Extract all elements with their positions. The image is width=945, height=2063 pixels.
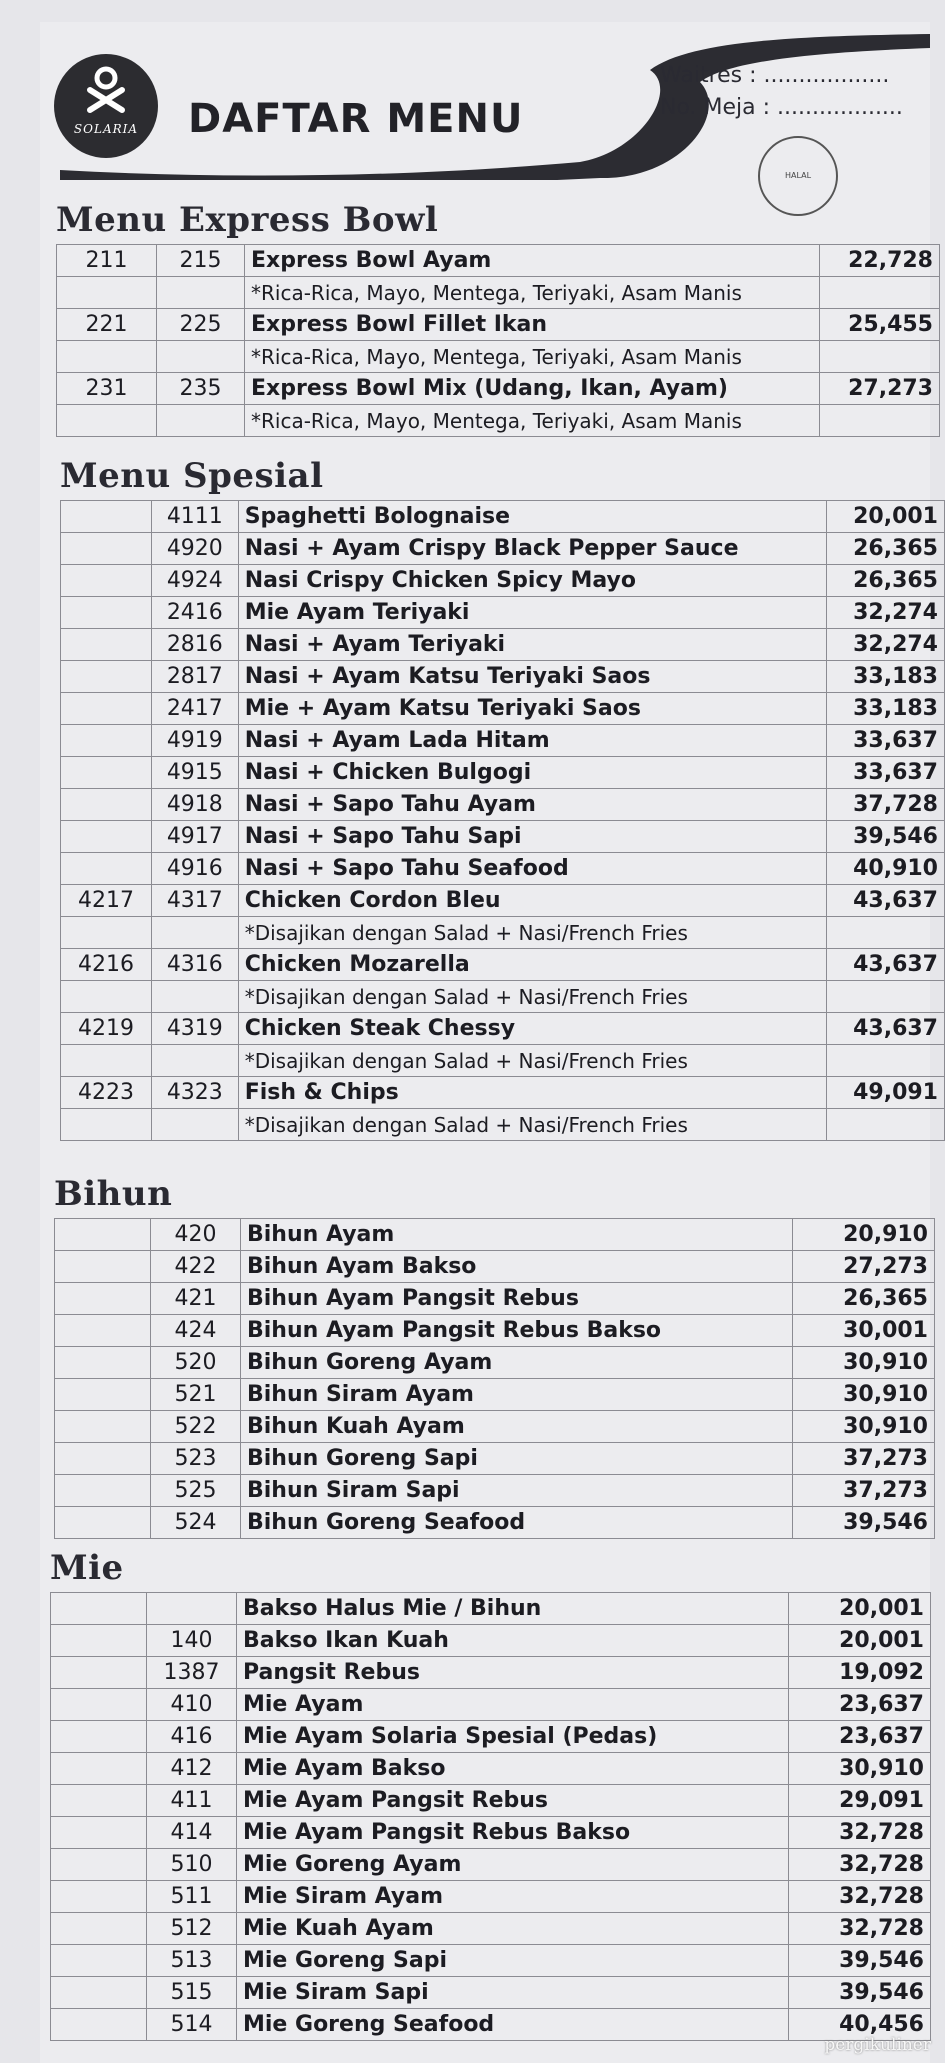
- item-code-b: 4316: [151, 949, 238, 981]
- menu-item-row: [51, 1977, 931, 2009]
- item-price: 39,546: [793, 1507, 935, 1539]
- item-price: [820, 277, 940, 309]
- item-code-b: 524: [151, 1507, 241, 1539]
- item-name: Bihun Ayam Bakso: [241, 1251, 793, 1283]
- item-price: 37,728: [826, 789, 944, 821]
- item-price: 32,728: [789, 1881, 931, 1913]
- menu-table: [50, 1592, 931, 2041]
- item-name: Express Bowl Mix (Udang, Ikan, Ayam): [245, 373, 820, 405]
- menu-item-row: [55, 1251, 935, 1283]
- menu-item-row: [57, 373, 940, 405]
- item-code-b: 525: [151, 1475, 241, 1507]
- item-code-a: 231: [57, 373, 157, 405]
- menu-item-row: [61, 885, 945, 917]
- item-code-b: 424: [151, 1315, 241, 1347]
- waitres-label: Waitres: [660, 63, 743, 88]
- menu-item-row: [61, 757, 945, 789]
- item-code-a: [61, 661, 152, 693]
- item-code-b: 412: [147, 1753, 237, 1785]
- item-code-b: 235: [157, 373, 245, 405]
- item-code-a: [51, 1721, 147, 1753]
- item-code-a: 4216: [61, 949, 152, 981]
- item-code-b: 511: [147, 1881, 237, 1913]
- item-price: 39,546: [789, 1945, 931, 1977]
- item-price: [820, 341, 940, 373]
- item-note: *Disajikan dengan Salad + Nasi/French Fries: [238, 1045, 826, 1077]
- item-code-a: [55, 1315, 151, 1347]
- item-code-b: [151, 981, 238, 1013]
- item-code-a: [55, 1411, 151, 1443]
- item-price: [826, 917, 944, 949]
- menu-item-row: [51, 1881, 931, 1913]
- item-code-b: [151, 1109, 238, 1141]
- item-name: Nasi + Sapo Tahu Seafood: [238, 853, 826, 885]
- item-name: Pangsit Rebus: [237, 1657, 789, 1689]
- item-name: Mie Ayam: [237, 1689, 789, 1721]
- menu-item-row: [61, 949, 945, 981]
- item-code-a: 4223: [61, 1077, 152, 1109]
- menu-item-row: [55, 1507, 935, 1539]
- menu-item-row: [51, 1593, 931, 1625]
- item-price: 27,273: [820, 373, 940, 405]
- item-name: Nasi + Sapo Tahu Sapi: [238, 821, 826, 853]
- item-code-a: [55, 1347, 151, 1379]
- item-note: *Disajikan dengan Salad + Nasi/French Fries: [238, 981, 826, 1013]
- item-code-b: 512: [147, 1913, 237, 1945]
- item-code-a: [61, 981, 152, 1013]
- item-code-a: [61, 597, 152, 629]
- item-code-b: [147, 1593, 237, 1625]
- menu-item-row: [61, 501, 945, 533]
- item-price: 30,910: [793, 1411, 935, 1443]
- item-code-a: [61, 501, 152, 533]
- item-price: 32,728: [789, 1913, 931, 1945]
- menu-item-row: [55, 1379, 935, 1411]
- item-name: Mie Ayam Pangsit Rebus Bakso: [237, 1817, 789, 1849]
- item-name: Bakso Halus Mie / Bihun: [237, 1593, 789, 1625]
- menu-item-row: [61, 789, 945, 821]
- item-code-a: [55, 1379, 151, 1411]
- item-name: Nasi + Ayam Crispy Black Pepper Sauce: [238, 533, 826, 565]
- item-code-a: 4219: [61, 1013, 152, 1045]
- item-code-a: [55, 1251, 151, 1283]
- item-name: Nasi + Ayam Teriyaki: [238, 629, 826, 661]
- item-code-b: 522: [151, 1411, 241, 1443]
- item-price: 43,637: [826, 1013, 944, 1045]
- item-note: *Rica-Rica, Mayo, Mentega, Teriyaki, Asam Manis: [245, 341, 820, 373]
- item-code-a: [55, 1443, 151, 1475]
- menu-item-row: [61, 853, 945, 885]
- item-price: 32,274: [826, 629, 944, 661]
- item-code-a: [51, 1785, 147, 1817]
- item-code-a: [61, 1045, 152, 1077]
- item-code-b: 4924: [151, 565, 238, 597]
- item-price: 20,910: [793, 1219, 935, 1251]
- item-code-b: 523: [151, 1443, 241, 1475]
- item-code-a: [51, 1913, 147, 1945]
- item-name: Mie Siram Sapi: [237, 1977, 789, 2009]
- logo-text: SOLARIA: [73, 122, 139, 136]
- item-code-b: 520: [151, 1347, 241, 1379]
- item-name: Nasi + Ayam Lada Hitam: [238, 725, 826, 757]
- menu-item-row: [61, 821, 945, 853]
- item-code-a: [51, 1625, 147, 1657]
- item-code-a: [57, 405, 157, 437]
- menu-item-row: [61, 725, 945, 757]
- menu-item-row: [61, 1077, 945, 1109]
- item-code-a: [61, 693, 152, 725]
- item-name: Nasi + Chicken Bulgogi: [238, 757, 826, 789]
- item-name: Nasi + Ayam Katsu Teriyaki Saos: [238, 661, 826, 693]
- menu-item-row: [57, 245, 940, 277]
- section-title: Bihun: [54, 1174, 173, 1214]
- item-price: 20,001: [789, 1593, 931, 1625]
- item-code-a: 211: [57, 245, 157, 277]
- halal-seal-icon: [758, 136, 838, 216]
- item-note: *Rica-Rica, Mayo, Mentega, Teriyaki, Asam Manis: [245, 277, 820, 309]
- item-price: 29,091: [789, 1785, 931, 1817]
- item-code-b: 514: [147, 2009, 237, 2041]
- menu-item-row: [51, 1625, 931, 1657]
- item-code-b: [157, 277, 245, 309]
- item-code-a: [61, 789, 152, 821]
- item-code-b: 4323: [151, 1077, 238, 1109]
- item-code-b: 4918: [151, 789, 238, 821]
- item-price: 32,728: [789, 1849, 931, 1881]
- item-code-a: [55, 1219, 151, 1251]
- item-price: [826, 981, 944, 1013]
- item-code-b: 215: [157, 245, 245, 277]
- item-code-a: [51, 1881, 147, 1913]
- item-name: Mie Ayam Pangsit Rebus: [237, 1785, 789, 1817]
- item-price: 49,091: [826, 1077, 944, 1109]
- menu-item-row: [51, 2009, 931, 2041]
- item-code-b: 515: [147, 1977, 237, 2009]
- item-price: 32,274: [826, 597, 944, 629]
- item-code-b: 2817: [151, 661, 238, 693]
- item-code-b: 2416: [151, 597, 238, 629]
- item-name: Bihun Goreng Sapi: [241, 1443, 793, 1475]
- item-code-a: [51, 1849, 147, 1881]
- item-code-a: [51, 1657, 147, 1689]
- item-code-b: 4919: [151, 725, 238, 757]
- item-code-b: 2417: [151, 693, 238, 725]
- item-price: [826, 1045, 944, 1077]
- item-code-b: 416: [147, 1721, 237, 1753]
- menu-item-row: [51, 1913, 931, 1945]
- item-price: 22,728: [820, 245, 940, 277]
- item-price: 39,546: [826, 821, 944, 853]
- item-price: 43,637: [826, 949, 944, 981]
- item-code-a: [51, 1817, 147, 1849]
- menu-note-row: [61, 917, 945, 949]
- item-code-b: 4111: [151, 501, 238, 533]
- item-price: 33,183: [826, 693, 944, 725]
- item-price: 20,001: [826, 501, 944, 533]
- menu-item-row: [51, 1689, 931, 1721]
- item-code-b: 414: [147, 1817, 237, 1849]
- item-code-b: 410: [147, 1689, 237, 1721]
- item-name: Mie Ayam Teriyaki: [238, 597, 826, 629]
- item-code-a: 4217: [61, 885, 152, 917]
- item-code-a: [51, 1689, 147, 1721]
- item-name: Nasi + Sapo Tahu Ayam: [238, 789, 826, 821]
- item-price: 26,365: [826, 565, 944, 597]
- menu-item-row: [61, 693, 945, 725]
- menu-item-row: [57, 309, 940, 341]
- item-code-b: 422: [151, 1251, 241, 1283]
- menu-item-row: [51, 1817, 931, 1849]
- item-price: 39,546: [789, 1977, 931, 2009]
- menu-item-row: [61, 1013, 945, 1045]
- item-code-b: 1387: [147, 1657, 237, 1689]
- item-price: 32,728: [789, 1817, 931, 1849]
- halal-seal-label: HALAL: [784, 171, 812, 180]
- item-code-a: [51, 1753, 147, 1785]
- item-price: [826, 1109, 944, 1141]
- item-price: 30,910: [793, 1379, 935, 1411]
- item-name: Nasi Crispy Chicken Spicy Mayo: [238, 565, 826, 597]
- item-code-b: [157, 405, 245, 437]
- item-name: Spaghetti Bolognaise: [238, 501, 826, 533]
- item-code-a: [55, 1283, 151, 1315]
- item-price: [820, 405, 940, 437]
- item-name: Mie Goreng Sapi: [237, 1945, 789, 1977]
- section-title: Menu Spesial: [60, 456, 324, 496]
- item-name: Bihun Ayam: [241, 1219, 793, 1251]
- item-note: *Rica-Rica, Mayo, Mentega, Teriyaki, Asam Manis: [245, 405, 820, 437]
- item-code-a: [61, 725, 152, 757]
- menu-note-row: [57, 341, 940, 373]
- watermark: pergikuliner: [824, 2035, 931, 2055]
- section-title: Menu Express Bowl: [56, 200, 439, 240]
- item-name: Bihun Ayam Pangsit Rebus: [241, 1283, 793, 1315]
- item-code-a: [51, 2009, 147, 2041]
- item-name: Chicken Cordon Bleu: [238, 885, 826, 917]
- menu-item-row: [55, 1347, 935, 1379]
- item-price: 33,637: [826, 757, 944, 789]
- item-name: Bihun Goreng Seafood: [241, 1507, 793, 1539]
- item-code-a: [61, 917, 152, 949]
- item-note: *Disajikan dengan Salad + Nasi/French Fries: [238, 1109, 826, 1141]
- item-name: Mie + Ayam Katsu Teriyaki Saos: [238, 693, 826, 725]
- item-price: 37,273: [793, 1443, 935, 1475]
- item-code-a: [51, 1977, 147, 2009]
- menu-item-row: [55, 1283, 935, 1315]
- item-code-b: 411: [147, 1785, 237, 1817]
- menu-note-row: [57, 405, 940, 437]
- item-note: *Disajikan dengan Salad + Nasi/French Fries: [238, 917, 826, 949]
- item-code-b: 2816: [151, 629, 238, 661]
- item-code-b: 521: [151, 1379, 241, 1411]
- item-name: Chicken Steak Chessy: [238, 1013, 826, 1045]
- item-name: Bihun Siram Sapi: [241, 1475, 793, 1507]
- menu-item-row: [61, 597, 945, 629]
- item-price: 37,273: [793, 1475, 935, 1507]
- item-price: 40,456: [789, 2009, 931, 2041]
- item-code-b: 4317: [151, 885, 238, 917]
- item-name: Bakso Ikan Kuah: [237, 1625, 789, 1657]
- menu-item-row: [51, 1721, 931, 1753]
- menu-item-row: [55, 1411, 935, 1443]
- item-name: Express Bowl Fillet Ikan: [245, 309, 820, 341]
- item-code-b: 420: [151, 1219, 241, 1251]
- item-code-a: [55, 1475, 151, 1507]
- item-name: Mie Goreng Ayam: [237, 1849, 789, 1881]
- item-code-a: [51, 1593, 147, 1625]
- meja-label: No. Meja: [660, 95, 756, 120]
- menu-item-row: [51, 1849, 931, 1881]
- menu-item-row: [55, 1219, 935, 1251]
- item-price: 43,637: [826, 885, 944, 917]
- item-code-a: [61, 757, 152, 789]
- item-price: 26,365: [793, 1283, 935, 1315]
- item-code-b: 510: [147, 1849, 237, 1881]
- item-price: 27,273: [793, 1251, 935, 1283]
- item-code-a: [51, 1945, 147, 1977]
- item-code-a: [61, 853, 152, 885]
- item-code-b: 421: [151, 1283, 241, 1315]
- item-name: Bihun Siram Ayam: [241, 1379, 793, 1411]
- item-name: Mie Kuah Ayam: [237, 1913, 789, 1945]
- item-code-a: [61, 821, 152, 853]
- item-code-b: 4915: [151, 757, 238, 789]
- solaria-logo: [54, 54, 158, 158]
- item-name: Bihun Goreng Ayam: [241, 1347, 793, 1379]
- menu-item-row: [55, 1443, 935, 1475]
- item-code-b: 4916: [151, 853, 238, 885]
- item-code-b: 4917: [151, 821, 238, 853]
- item-price: 23,637: [789, 1689, 931, 1721]
- item-code-b: [157, 341, 245, 373]
- item-name: Mie Goreng Seafood: [237, 2009, 789, 2041]
- section-title: Mie: [50, 1548, 124, 1588]
- item-code-b: 140: [147, 1625, 237, 1657]
- item-price: 23,637: [789, 1721, 931, 1753]
- item-code-b: [151, 1045, 238, 1077]
- menu-item-row: [51, 1945, 931, 1977]
- menu-item-row: [51, 1657, 931, 1689]
- item-price: 40,910: [826, 853, 944, 885]
- item-code-b: 4319: [151, 1013, 238, 1045]
- menu-item-row: [55, 1475, 935, 1507]
- item-price: 20,001: [789, 1625, 931, 1657]
- item-name: Bihun Ayam Pangsit Rebus Bakso: [241, 1315, 793, 1347]
- menu-note-row: [61, 1109, 945, 1141]
- item-code-a: 221: [57, 309, 157, 341]
- item-code-b: 225: [157, 309, 245, 341]
- item-name: Mie Siram Ayam: [237, 1881, 789, 1913]
- item-code-b: 4920: [151, 533, 238, 565]
- item-price: 33,183: [826, 661, 944, 693]
- menu-item-row: [61, 661, 945, 693]
- item-price: 26,365: [826, 533, 944, 565]
- item-price: 19,092: [789, 1657, 931, 1689]
- item-price: 25,455: [820, 309, 940, 341]
- item-price: 30,910: [789, 1753, 931, 1785]
- menu-note-row: [61, 981, 945, 1013]
- page-title: DAFTAR MENU: [188, 96, 524, 142]
- item-name: Bihun Kuah Ayam: [241, 1411, 793, 1443]
- menu-item-row: [61, 629, 945, 661]
- item-name: Fish & Chips: [238, 1077, 826, 1109]
- item-price: 30,910: [793, 1347, 935, 1379]
- menu-note-row: [61, 1045, 945, 1077]
- item-name: Express Bowl Ayam: [245, 245, 820, 277]
- item-name: Mie Ayam Bakso: [237, 1753, 789, 1785]
- item-code-a: [61, 533, 152, 565]
- item-price: 33,637: [826, 725, 944, 757]
- item-name: Chicken Mozarella: [238, 949, 826, 981]
- menu-table: [60, 500, 945, 1141]
- menu-item-row: [51, 1785, 931, 1817]
- menu-item-row: [61, 565, 945, 597]
- item-code-a: [55, 1507, 151, 1539]
- item-code-a: [61, 629, 152, 661]
- item-price: 30,001: [793, 1315, 935, 1347]
- item-code-a: [57, 277, 157, 309]
- menu-note-row: [57, 277, 940, 309]
- menu-item-row: [55, 1315, 935, 1347]
- item-code-a: [57, 341, 157, 373]
- logo-mark-icon: [84, 66, 128, 118]
- item-code-a: [61, 1109, 152, 1141]
- menu-item-row: [61, 533, 945, 565]
- item-name: Mie Ayam Solaria Spesial (Pedas): [237, 1721, 789, 1753]
- menu-table: [54, 1218, 935, 1539]
- item-code-b: 513: [147, 1945, 237, 1977]
- item-code-b: [151, 917, 238, 949]
- menu-item-row: [51, 1753, 931, 1785]
- order-fields: Waitres : .................. No. Meja : ..................: [660, 63, 903, 120]
- menu-table: [56, 244, 940, 437]
- item-code-a: [61, 565, 152, 597]
